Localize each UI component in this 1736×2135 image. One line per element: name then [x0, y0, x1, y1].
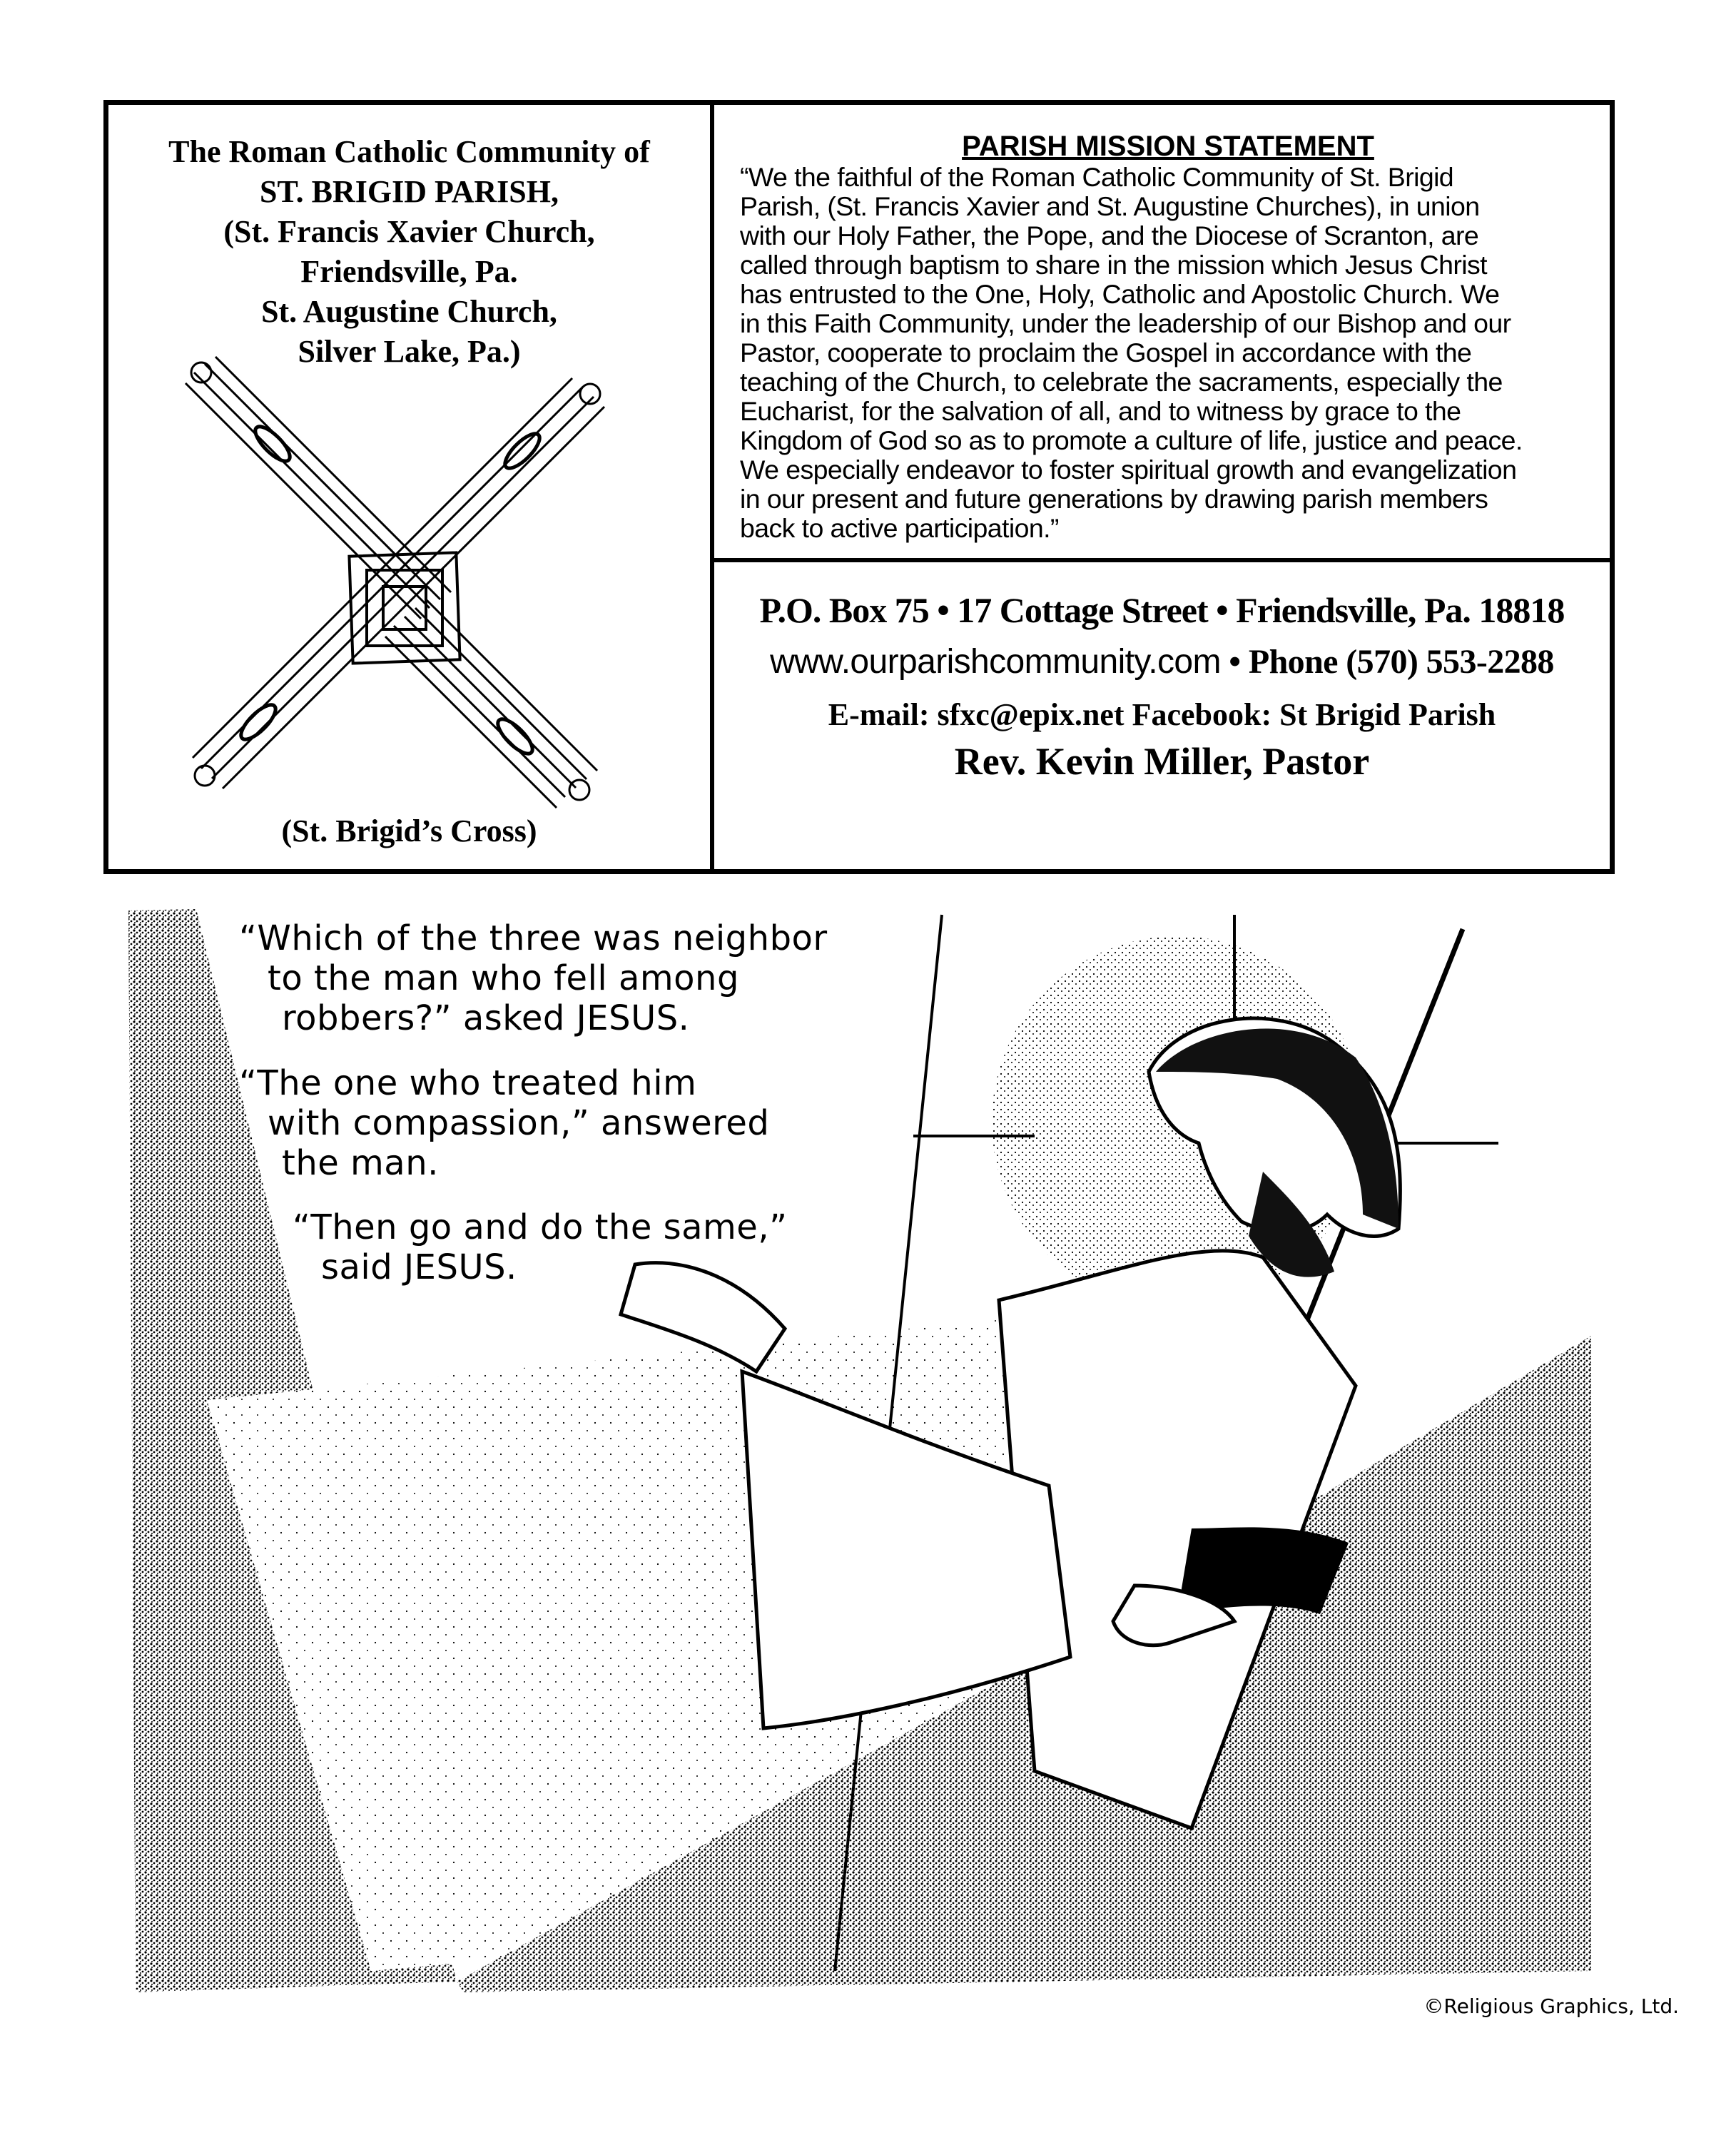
quote-line: “Which of the three was neighbor	[239, 918, 828, 958]
header-box	[103, 100, 1615, 874]
parish-identity	[108, 105, 710, 869]
parish-title	[123, 132, 696, 372]
mission-heading: PARISH MISSION STATEMENT	[962, 131, 1374, 162]
mission-statement	[740, 130, 1596, 543]
mission-line: Eucharist, for the salvation of all, and to witness by grace to the	[740, 396, 1461, 426]
cross-caption: (St. Brigid’s Cross)	[281, 813, 537, 848]
mission-line: Kingdom of God so as to promote a culture of life, justice and peace.	[740, 425, 1523, 455]
parish-line: (St. Francis Xavier Church,	[223, 214, 595, 249]
mission-line: “We the faithful of the Roman Catholic Community of St. Brigid	[740, 162, 1454, 192]
web-phone-line	[714, 642, 1610, 681]
mission-line: in our present and future generations by drawing parish members	[740, 484, 1488, 514]
pastor-name: Rev. Kevin Miller, Pastor	[954, 740, 1370, 783]
quote-line: the man.	[282, 1143, 439, 1183]
quote-line: to the man who fell among	[268, 958, 739, 998]
mission-line: teaching of the Church, to celebrate the sacraments, especially the	[740, 367, 1503, 397]
copyright-credit: ©Religious Graphics, Ltd.	[1423, 1994, 1679, 2018]
email-facebook: E-mail: sfxc@epix.net Facebook: St Brigid Parish	[828, 697, 1496, 732]
mission-line: Pastor, cooperate to proclaim the Gospel in accordance with the	[740, 338, 1472, 367]
mission-line: back to active participation.”	[740, 513, 1059, 543]
quote-neighbor	[239, 918, 828, 1038]
mission-line: called through baptism to share in the mission which Jesus Christ	[740, 250, 1487, 280]
mission-line: with our Holy Father, the Pope, and the Diocese of Scranton, are	[740, 220, 1479, 250]
quote-line: robbers?” asked JESUS.	[282, 998, 690, 1038]
phone-number: • Phone (570) 553-2288	[1220, 643, 1554, 681]
mission-line: Parish, (St. Francis Xavier and St. Augustine Churches), in union	[740, 191, 1480, 221]
contact-info	[714, 562, 1610, 869]
quote-go-and-do	[293, 1207, 787, 1287]
parish-line: Silver Lake, Pa.)	[298, 334, 521, 369]
st-brigids-cross-icon	[180, 351, 651, 836]
mission-text	[740, 163, 1596, 543]
quote-line: “Then go and do the same,”	[293, 1207, 788, 1247]
quote-line: said JESUS.	[321, 1247, 517, 1287]
quote-line: “The one who treated him	[239, 1063, 697, 1103]
mission-line: in this Faith Community, under the leadership of our Bishop and our	[740, 308, 1511, 338]
mission-line: has entrusted to the One, Holy, Catholic and Apostolic Church. We	[740, 279, 1500, 309]
jesus-illustration	[121, 901, 1620, 2042]
parish-line: St. Augustine Church,	[261, 294, 557, 329]
quote-compassion	[239, 1063, 769, 1183]
website-link[interactable]: www.ourparishcommunity.com	[770, 643, 1221, 681]
quote-line: with compassion,” answered	[268, 1103, 770, 1143]
mission-line: We especially endeavor to foster spiritual growth and evangelization	[740, 455, 1517, 485]
parish-line: The Roman Catholic Community of	[168, 134, 650, 169]
parish-line: ST. BRIGID PARISH,	[260, 174, 559, 209]
parish-line: Friendsville, Pa.	[300, 254, 518, 289]
address: P.O. Box 75 • 17 Cottage Street • Friendsville, Pa. 18818	[759, 590, 1565, 630]
